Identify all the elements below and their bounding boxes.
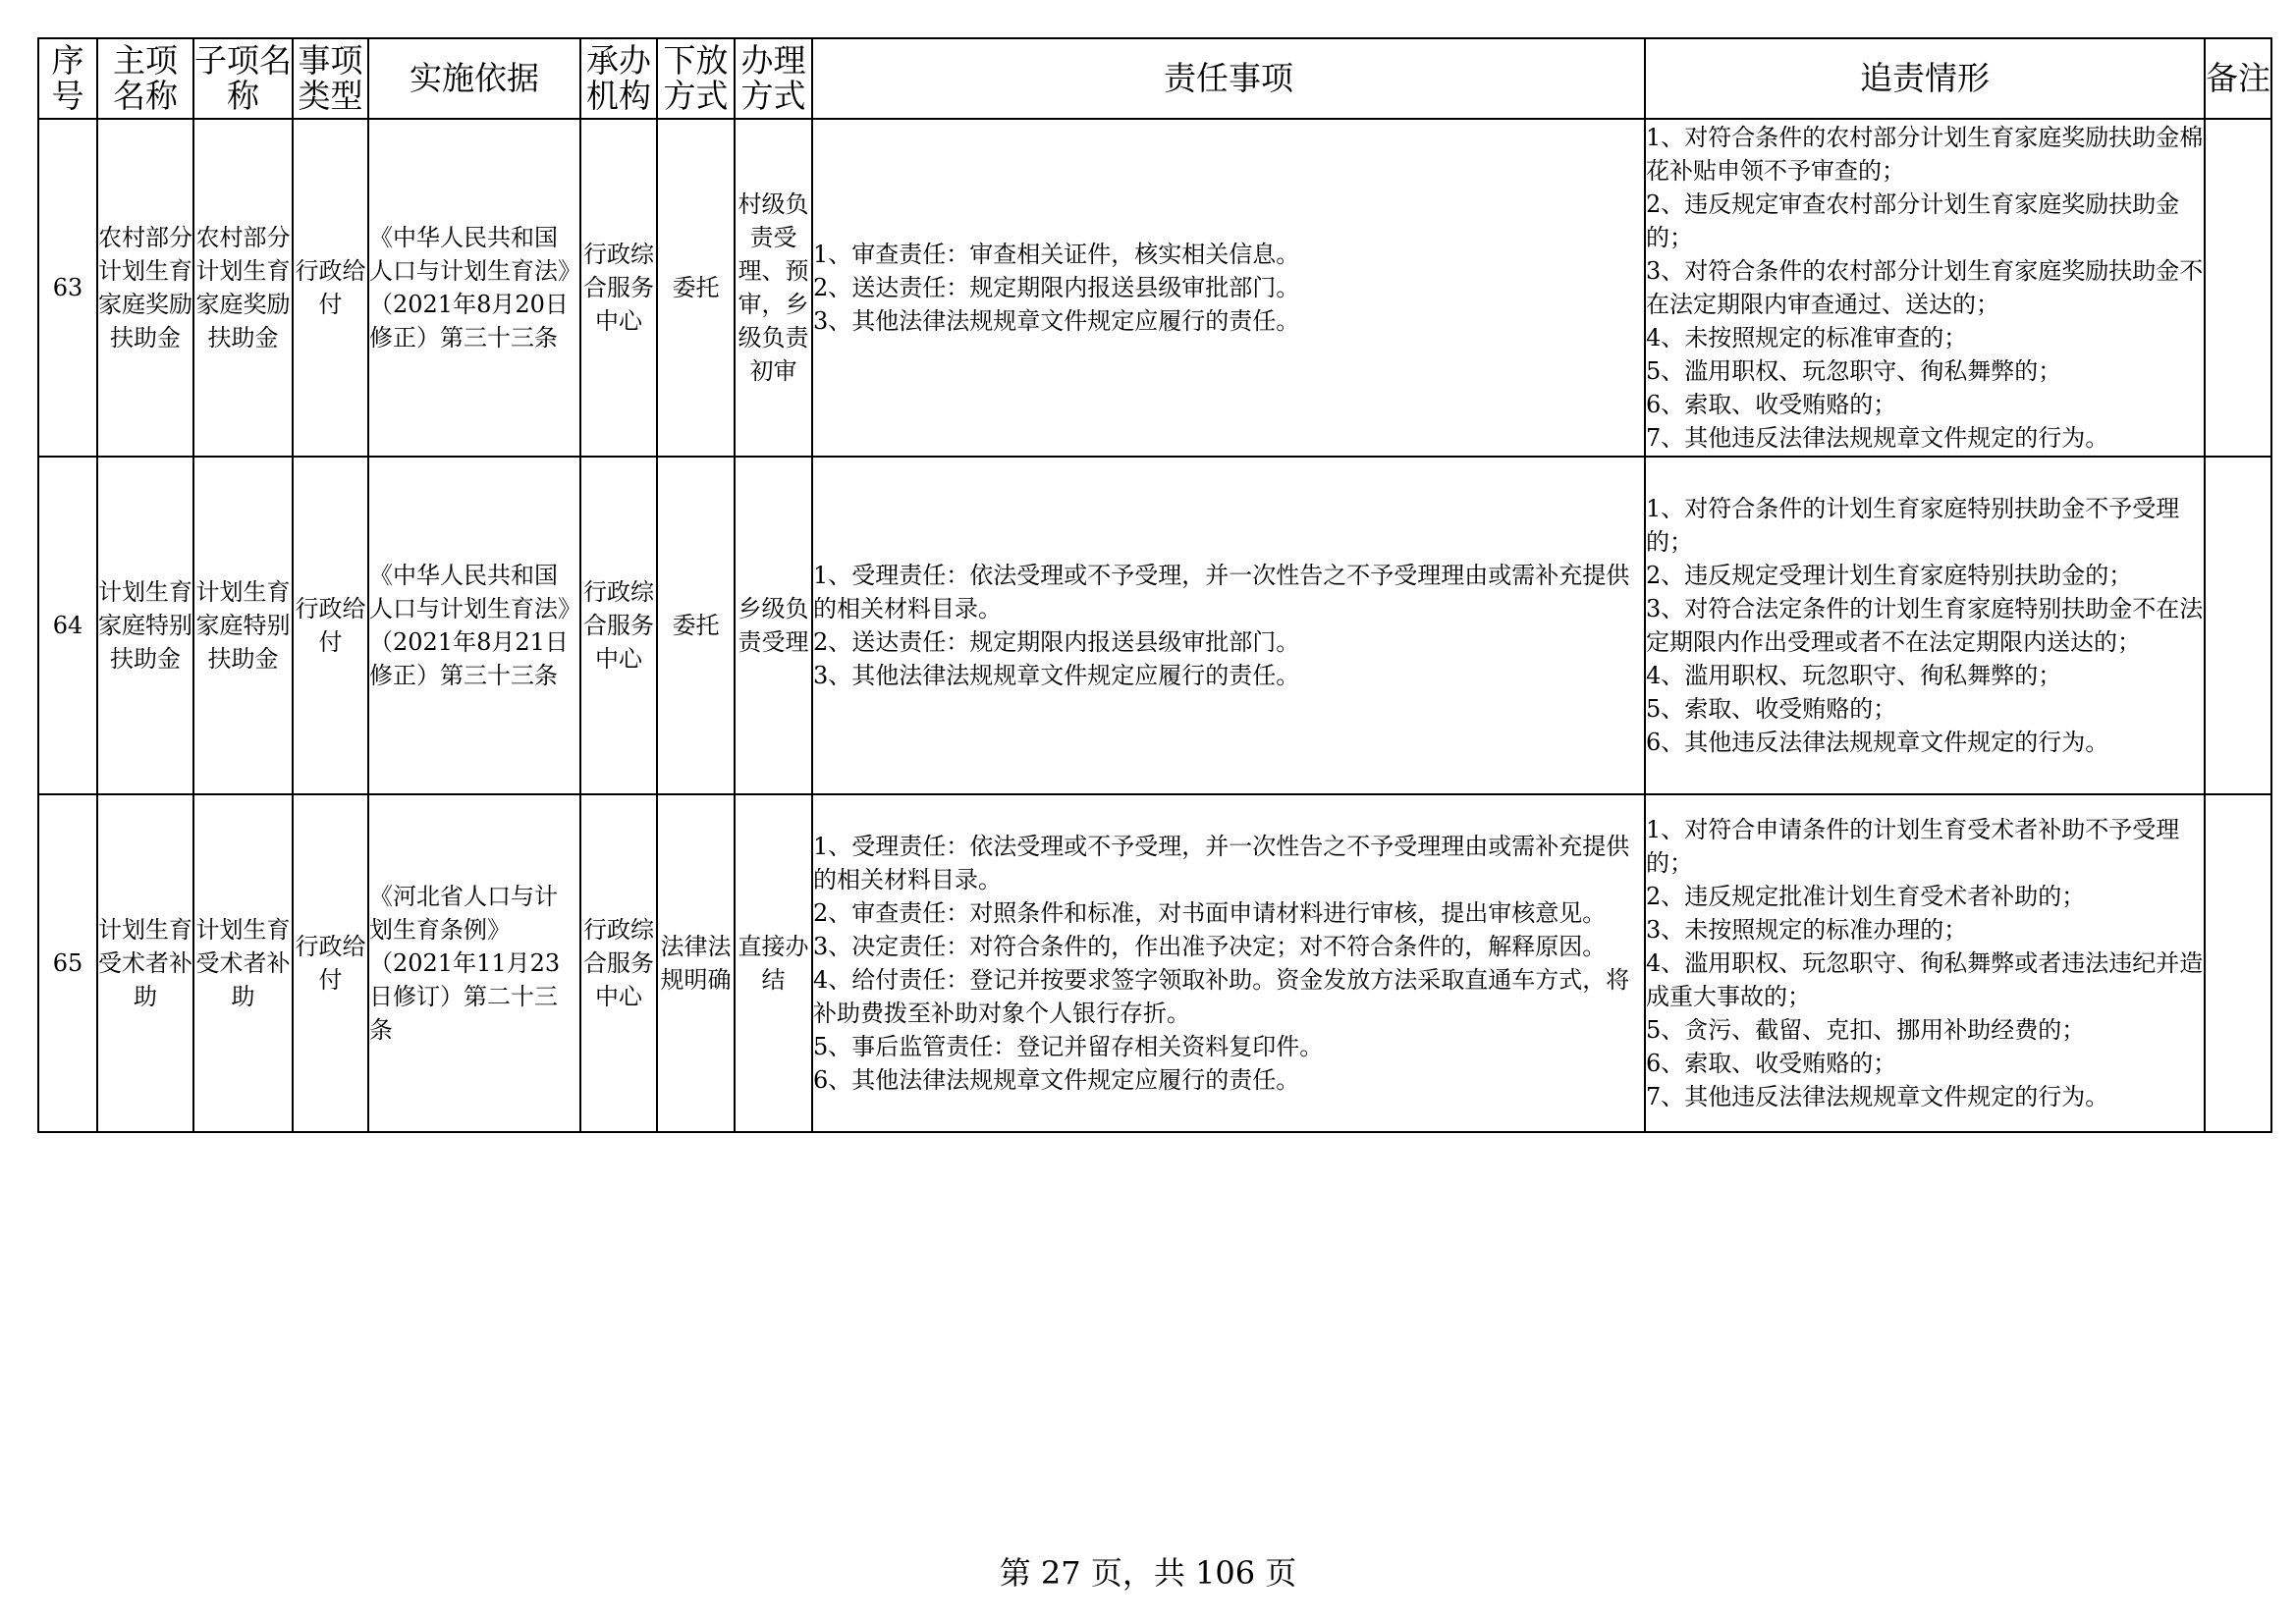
accountability-line: 7、其他违反法律法规规章文件规定的行为。: [1646, 1083, 2109, 1110]
accountability-line: 5、滥用职权、玩忽职守、徇私舞弊的；: [1646, 357, 2062, 385]
cell-delegation: 委托: [657, 119, 735, 457]
header-delegation: 下放方式: [657, 38, 735, 119]
accountability-line: 1、对符合条件的农村部分计划生育家庭奖励扶助金棉花补贴申领不予审查的；: [1646, 124, 2204, 185]
cell-basis: 《河北省人口与计划生育条例》（2021年11月23日修订）第二十三条: [368, 794, 580, 1132]
cell-remarks: [2205, 794, 2271, 1132]
header-sub-item: 子项名称: [193, 38, 293, 119]
cell-main-item: 农村部分计划生育家庭奖励扶助金: [97, 119, 193, 457]
table-row: [38, 457, 2271, 794]
accountability-line: 4、未按照规定的标准审查的；: [1646, 324, 1968, 352]
cell-item-type: 行政给付: [293, 457, 368, 794]
accountability-line: 5、索取、收受贿赂的；: [1646, 695, 1897, 723]
cell-basis: 《中华人民共和国人口与计划生育法》（2021年8月21日修正）第三十三条: [368, 457, 580, 794]
accountability-line: 3、未按照规定的标准办理的；: [1646, 916, 1968, 944]
header-item-type: 事项类型: [293, 38, 368, 119]
cell-accountability: [1645, 119, 2205, 457]
cell-remarks: [2205, 457, 2271, 794]
accountability-line: 6、索取、收受贿赂的；: [1646, 1050, 1897, 1077]
header-handling: 办理方式: [735, 38, 812, 119]
duty-line: 2、审查责任：对照条件和标准，对书面申请材料进行审核，提出审核意见。: [813, 899, 1607, 927]
header-basis: 实施依据: [368, 38, 580, 119]
cell-sub-item: 计划生育家庭特别扶助金: [193, 457, 293, 794]
cell-main-item: 计划生育家庭特别扶助金: [97, 457, 193, 794]
duty-line: 5、事后监管责任：登记并留存相关资料复印件。: [813, 1033, 1324, 1060]
cell-accountability: [1645, 457, 2205, 794]
cell-seq: 64: [38, 457, 97, 794]
duty-line: 1、受理责任：依法受理或不予受理，并一次性告之不予受理理由或需补充提供的相关材料目录。: [813, 562, 1630, 622]
cell-sub-item: 计划生育受术者补助: [193, 794, 293, 1132]
duty-line: 2、送达责任：规定期限内报送县级审批部门。: [813, 274, 1300, 301]
accountability-line: 3、对符合法定条件的计划生育家庭特别扶助金不在法定期限内作出受理或者不在法定期限内送达的；: [1646, 595, 2204, 656]
cell-handling: 直接办结: [735, 794, 812, 1132]
table-row: [38, 119, 2271, 457]
table-row: [38, 794, 2271, 1132]
page-footer: 第 27 页，共 106 页: [999, 1554, 1297, 1592]
accountability-line: 1、对符合条件的计划生育家庭特别扶助金不予受理的；: [1646, 495, 2180, 556]
duty-line: 6、其他法律法规规章文件规定应履行的责任。: [813, 1066, 1300, 1094]
cell-delegation: 法律法规明确: [657, 794, 735, 1132]
cell-duties: [812, 794, 1645, 1132]
accountability-line: 2、违反规定受理计划生育家庭特别扶助金的；: [1646, 562, 2133, 589]
cell-main-item: 计划生育受术者补助: [97, 794, 193, 1132]
accountability-line: 6、其他违反法律法规规章文件规定的行为。: [1646, 729, 2109, 756]
header-duties: 责任事项: [812, 38, 1645, 119]
duty-line: 3、其他法律法规规章文件规定应履行的责任。: [813, 662, 1300, 689]
cell-item-type: 行政给付: [293, 119, 368, 457]
cell-org: 行政综合服务中心: [580, 119, 657, 457]
cell-basis: 《中华人民共和国人口与计划生育法》（2021年8月20日修正）第三十三条: [368, 119, 580, 457]
header-org: 承办机构: [580, 38, 657, 119]
cell-seq: 63: [38, 119, 97, 457]
accountability-line: 4、滥用职权、玩忽职守、徇私舞弊或者违法违纪并造成重大事故的；: [1646, 949, 2204, 1010]
accountability-line: 2、违反规定批准计划生育受术者补助的；: [1646, 883, 2086, 910]
duty-line: 1、审查责任：审查相关证件，核实相关信息。: [813, 241, 1300, 268]
duty-line: 4、给付责任：登记并按要求签字领取补助。资金发放方法采取直通车方式，将补助费拨至补助对象个人银行存折。: [813, 966, 1630, 1027]
cell-org: 行政综合服务中心: [580, 457, 657, 794]
accountability-line: 7、其他违反法律法规规章文件规定的行为。: [1646, 424, 2109, 452]
header-main-item: 主项名称: [97, 38, 193, 119]
cell-item-type: 行政给付: [293, 794, 368, 1132]
duty-line: 2、送达责任：规定期限内报送县级审批部门。: [813, 628, 1300, 656]
cell-handling: 乡级负责受理: [735, 457, 812, 794]
header-seq: 序号: [38, 38, 97, 119]
accountability-line: 3、对符合条件的农村部分计划生育家庭奖励扶助金不在法定期限内审查通过、送达的；: [1646, 257, 2204, 318]
cell-delegation: 委托: [657, 457, 735, 794]
cell-handling: 村级负责受理、预审，乡级负责初审: [735, 119, 812, 457]
duty-line: 3、决定责任：对符合条件的，作出准予决定；对不符合条件的，解释原因。: [813, 933, 1607, 960]
responsibility-table: [37, 37, 2272, 1133]
cell-seq: 65: [38, 794, 97, 1132]
table-header-row: [38, 38, 2271, 119]
accountability-line: 1、对符合申请条件的计划生育受术者补助不予受理的；: [1646, 816, 2180, 877]
cell-duties: [812, 119, 1645, 457]
duty-line: 1、受理责任：依法受理或不予受理，并一次性告之不予受理理由或需补充提供的相关材料目录。: [813, 833, 1630, 893]
cell-remarks: [2205, 119, 2271, 457]
header-remarks: 备注: [2205, 38, 2271, 119]
accountability-line: 2、违反规定审查农村部分计划生育家庭奖励扶助金的；: [1646, 190, 2180, 251]
cell-sub-item: 农村部分计划生育家庭奖励扶助金: [193, 119, 293, 457]
accountability-line: 4、滥用职权、玩忽职守、徇私舞弊的；: [1646, 662, 2062, 689]
accountability-line: 5、贪污、截留、克扣、挪用补助经费的；: [1646, 1016, 2086, 1044]
cell-duties: [812, 457, 1645, 794]
cell-org: 行政综合服务中心: [580, 794, 657, 1132]
header-accountability: 追责情形: [1645, 38, 2205, 119]
cell-accountability: [1645, 794, 2205, 1132]
duty-line: 3、其他法律法规规章文件规定应履行的责任。: [813, 307, 1300, 335]
accountability-line: 6、索取、收受贿赂的；: [1646, 391, 1897, 418]
